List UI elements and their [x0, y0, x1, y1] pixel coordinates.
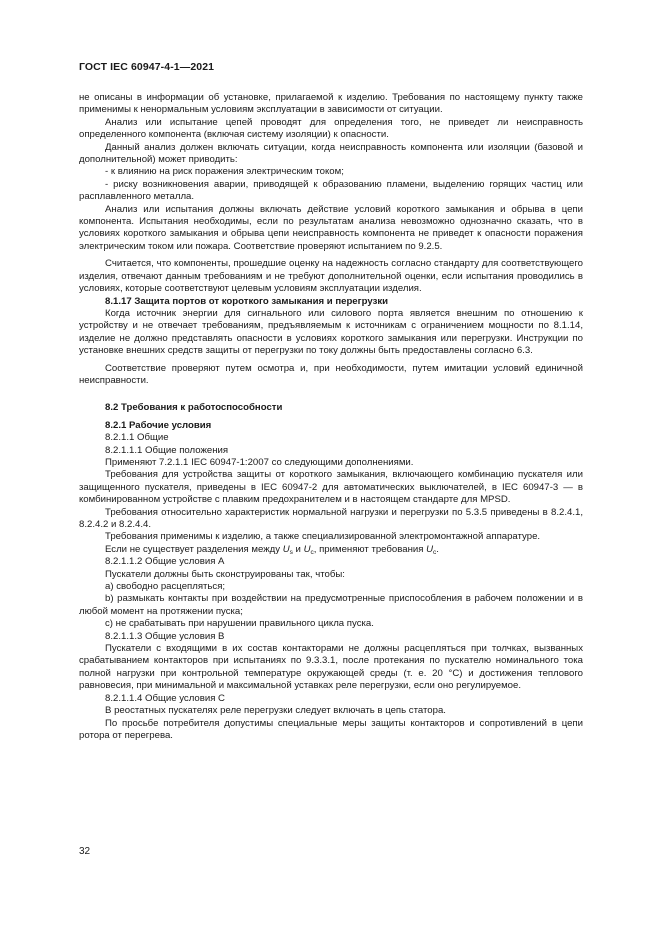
- section-heading-8-2-1-1-4: 8.2.1.1.4 Общие условия С: [105, 692, 225, 704]
- document-body: [79, 92, 583, 742]
- section-heading-8-2-1-1-3: 8.2.1.1.3 Общие условия В: [105, 630, 225, 642]
- paragraph: Анализ или испытания должны включать действие условий короткого замыкания и обрыва в цепи компонента. Испытания необходимы, если по результатам анализа невозможно однозначно сказать, что в условиях короткого замыкания и обрыва цепи неисправность компонента не приведет к опасности поражения электрическим током или пожара. Соответствие проверяют испытанием по 9.2.5.: [79, 203, 583, 252]
- paragraph: Считается, что компоненты, прошедшие оценку на надежность согласно стандарту для соответствующего изделия, отвечают данным требованиям и не требуют дополнительной оценки, если испытания проводились в условиях, которые соответствуют целевым условиям эксплуатации изделия.: [79, 258, 583, 295]
- voltage-symbol: U: [282, 543, 290, 555]
- paragraph: не описаны в информации об установке, прилагаемой к изделию. Требования по настоящему пункту также применимы к ненормальным условиям эксплуатации в зависимости от ситуации.: [79, 92, 583, 116]
- paragraph: Пускатели должны быть сконструированы так, чтобы:: [105, 568, 345, 580]
- voltage-subscript: c: [310, 548, 314, 556]
- paragraph: Когда источник энергии для сигнального или силового порта является внешним по отношению к устройству и не отвечает требованиям, предъявляемым к источникам с ограничением мощности по 8.1.14, изделие не должно представлять опасности в условиях короткого замыкания или перегрузки. Инструкции по установке внешних средств защиты от перегрузки по току должны быть предоставлены согласно 6.3.: [79, 307, 583, 357]
- paragraph: По просьбе потребителя допустимы специальные меры защиты контакторов и сопротивлений в цепи ротора от перегрева.: [79, 717, 583, 741]
- section-heading-8-2-1: 8.2.1 Рабочие условия: [105, 419, 212, 431]
- paragraph: Требования применимы к изделию, а также специализированной электромонтажной аппаратуре.: [105, 531, 541, 543]
- section-heading-8-2-1-1-2: 8.2.1.1.2 Общие условия А: [105, 556, 225, 568]
- section-heading-8-2-1-1: 8.2.1.1 Общие: [105, 432, 169, 444]
- paragraph: Пускатели с входящими в их состав контакторами не должны расцепляться при толчках, вызванных срабатыванием контакторов при испытаниях по 9.3.3.1, после протекания по пускателю номинального тока полной нагрузки при контрольной температуре окружающей среды (т. е. 20 °C) и достижения теплового равновесия, при минимальной и максимальной уставках реле перегрузки, если оно регулируемое.: [79, 643, 583, 692]
- voltage-symbol: U: [303, 543, 311, 555]
- paragraph: Соответствие проверяют путем осмотра и, при необходимости, путем имитации условий единичной неисправности.: [79, 362, 583, 386]
- paragraph: Требования относительно характеристик нормальной нагрузки и перегрузки по 5.3.5 приведены в 8.2.4.1, 8.2.4.2 и 8.2.4.4.: [79, 506, 583, 530]
- list-item: b) размыкать контакты при воздействии на предусмотренные приспособления в рабочем положении и в любой момент на протяжении пуска;: [79, 593, 583, 617]
- paragraph: В реостатных пускателях реле перегрузки следует включать в цепь статора.: [105, 705, 446, 717]
- list-item: - риску возникновения аварии, приводящей к образованию пламени, выделению горящих частиц или расплавленного металла.: [79, 178, 583, 203]
- list-item: - к влиянию на риск поражения электрическим током;: [105, 166, 344, 178]
- section-heading-8-1-17: 8.1.17 Защита портов от короткого замыкания и перегрузки: [105, 295, 389, 307]
- voltage-subscript: s: [289, 548, 293, 556]
- voltage-symbol: U: [426, 543, 434, 555]
- list-item: c) не срабатывать при нарушении правильного цикла пуска.: [105, 618, 374, 630]
- section-heading-8-2-1-1-1: 8.2.1.1.1 Общие положения: [105, 444, 229, 456]
- page-number: 32: [79, 846, 91, 857]
- document-header-title: ГОСТ IEC 60947-4-1—2021: [79, 61, 215, 73]
- paragraph-voltage-separation: [79, 544, 583, 556]
- text-fragment: , применяют требования: [313, 543, 427, 555]
- paragraph: Данный анализ должен включать ситуации, когда неисправность компонента или изоляции (базовой и дополнительной) может приводить:: [79, 141, 583, 166]
- text-fragment: .: [436, 543, 439, 555]
- text-fragment: и: [292, 543, 304, 555]
- voltage-subscript: c: [433, 548, 437, 556]
- paragraph: Применяют 7.2.1.1 IEC 60947-1:2007 со следующими дополнениями.: [105, 456, 414, 468]
- text-fragment: Если не существует разделения между: [105, 543, 283, 555]
- section-heading-8-2: 8.2 Требования к работоспособности: [105, 402, 283, 414]
- paragraph: Анализ или испытание цепей проводят для определения того, не приведет ли неисправность определенного компонента (включая систему изоляции) к опасности.: [79, 116, 583, 141]
- paragraph: Требования для устройства защиты от короткого замыкания, включающего комбинацию пускателя или защищенного пускателя, приведены в IEC 60947-2 для автоматических выключателей, в IEC 60947-3 — в комбинированном устройстве с плавким предохранителем и в настоящем стандарте для MPSD.: [79, 469, 583, 506]
- list-item: a) свободно расцепляться;: [105, 581, 226, 593]
